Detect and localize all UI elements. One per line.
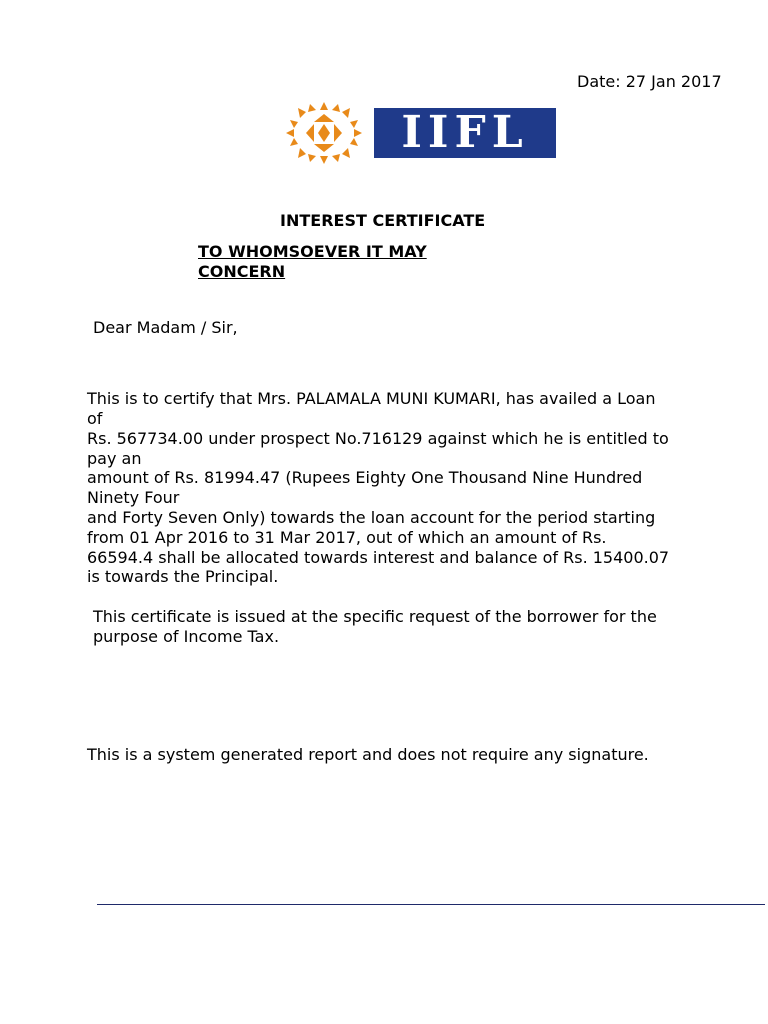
logo-wordmark-box xyxy=(374,108,556,158)
body-line: and Forty Seven Only) towards the loan account for the period starting xyxy=(87,508,656,527)
body-line: Rs. 567734.00 under prospect No.716129 against which he is entitled to xyxy=(87,429,669,448)
body-line: is towards the Principal. xyxy=(87,567,279,586)
addressee-line-2: CONCERN xyxy=(198,262,286,281)
iifl-logo xyxy=(284,100,560,166)
logo-wordmark: IIFL xyxy=(401,107,529,158)
salutation: Dear Madam / Sir, xyxy=(93,318,238,337)
addressee-line-1: TO WHOMSOEVER IT MAY xyxy=(198,242,427,261)
body-line: from 01 Apr 2016 to 31 Mar 2017, out of which an amount of Rs. xyxy=(87,528,607,547)
body-line: of xyxy=(87,409,103,428)
certificate-title: INTEREST CERTIFICATE xyxy=(280,211,486,230)
body-line: pay an xyxy=(87,449,142,468)
body-line: This is to certify that Mrs. PALAMALA MUNI KUMARI, has availed a Loan xyxy=(87,389,656,408)
body-line: 66594.4 shall be allocated towards interest and balance of Rs. 15400.07 xyxy=(87,548,670,567)
footer-divider xyxy=(97,904,765,905)
purpose-line-2: purpose of Income Tax. xyxy=(93,627,280,646)
body-line: Ninety Four xyxy=(87,488,180,507)
system-generated-note: This is a system generated report and does not require any signature. xyxy=(87,745,649,764)
logo-emblem-icon xyxy=(284,100,364,166)
addressee-heading xyxy=(198,242,468,282)
purpose-paragraph xyxy=(93,607,657,647)
body-line: amount of Rs. 81994.47 (Rupees Eighty One Thousand Nine Hundred xyxy=(87,468,643,487)
purpose-line-1: This certificate is issued at the specific request of the borrower for the xyxy=(93,607,657,626)
certificate-date: Date: 27 Jan 2017 xyxy=(577,72,722,91)
